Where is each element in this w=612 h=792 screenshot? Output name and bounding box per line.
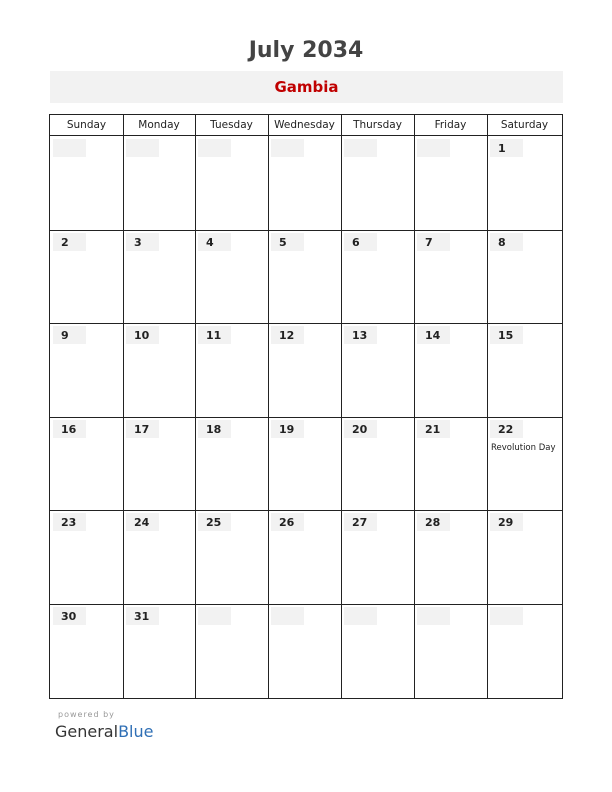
weekday-header: Monday — [138, 119, 180, 131]
country-banner — [50, 71, 563, 103]
day-number-box — [271, 607, 304, 625]
day-number-box — [417, 233, 450, 251]
day-number-box — [126, 139, 159, 157]
day-cell[interactable] — [414, 323, 487, 417]
day-cell[interactable] — [414, 510, 487, 604]
powered-by-label: powered by — [58, 710, 115, 719]
day-number: 16 — [61, 422, 77, 436]
day-cell[interactable] — [341, 417, 414, 511]
day-cell[interactable] — [195, 323, 268, 417]
day-cell[interactable] — [50, 230, 123, 324]
day-number: 15 — [498, 329, 514, 342]
day-number: 27 — [352, 516, 368, 529]
day-number-box — [53, 139, 86, 157]
day-number: 31 — [134, 609, 150, 623]
day-cell[interactable] — [341, 323, 414, 417]
day-cell[interactable] — [268, 417, 341, 511]
day-number: 18 — [206, 422, 222, 436]
empty-day-cell[interactable] — [414, 136, 487, 230]
day-number-box — [53, 233, 86, 251]
day-cell[interactable] — [123, 230, 195, 324]
empty-day-cell[interactable] — [268, 604, 341, 698]
day-number: 19 — [279, 422, 295, 436]
weekday-header: Thursday — [353, 119, 402, 131]
day-cell[interactable] — [268, 510, 341, 604]
day-cell[interactable] — [414, 417, 487, 511]
day-cell[interactable] — [268, 230, 341, 324]
day-number-box — [344, 607, 377, 625]
weekday-header: Friday — [434, 119, 467, 131]
day-cell[interactable] — [50, 510, 123, 604]
day-cell[interactable] — [341, 510, 414, 604]
day-number: 20 — [352, 422, 368, 436]
day-number-box — [198, 607, 231, 625]
day-number: 21 — [425, 422, 441, 436]
day-number-box — [198, 233, 231, 251]
day-number: 7 — [425, 235, 433, 249]
weekday-header: Wednesday — [274, 119, 335, 131]
calendar-grid — [49, 114, 563, 699]
empty-day-cell[interactable] — [195, 604, 268, 698]
day-number: 26 — [279, 516, 295, 529]
day-cell[interactable] — [123, 604, 195, 698]
empty-day-cell[interactable] — [123, 136, 195, 230]
day-cell[interactable] — [195, 417, 268, 511]
day-cell[interactable] — [487, 417, 562, 511]
day-number: 14 — [425, 329, 441, 342]
day-cell[interactable] — [487, 230, 562, 324]
day-number: 8 — [498, 235, 506, 249]
empty-day-cell[interactable] — [195, 136, 268, 230]
day-number: 17 — [134, 422, 150, 436]
day-number: 24 — [134, 516, 150, 529]
day-cell[interactable] — [50, 323, 123, 417]
day-number-box — [417, 607, 450, 625]
empty-day-cell[interactable] — [268, 136, 341, 230]
day-number: 30 — [61, 609, 77, 623]
day-cell[interactable] — [123, 323, 195, 417]
day-number: 23 — [61, 516, 77, 529]
weekday-header-row — [50, 115, 562, 136]
weekday-header: Tuesday — [210, 119, 253, 131]
brand-general: General — [55, 722, 119, 741]
day-number: 4 — [206, 235, 214, 249]
day-number: 11 — [206, 329, 222, 342]
day-cell[interactable] — [341, 230, 414, 324]
day-number: 2 — [61, 235, 69, 249]
day-cell[interactable] — [195, 230, 268, 324]
day-number: 9 — [61, 329, 69, 342]
day-number-box — [53, 326, 86, 344]
brand-blue: Blue — [118, 722, 154, 741]
empty-day-cell[interactable] — [341, 604, 414, 698]
day-cell[interactable] — [123, 510, 195, 604]
day-cell[interactable] — [50, 604, 123, 698]
day-cell[interactable] — [50, 417, 123, 511]
weekday-header: Saturday — [500, 119, 549, 131]
day-cell[interactable] — [195, 510, 268, 604]
day-number: 13 — [352, 329, 368, 342]
empty-day-cell[interactable] — [487, 604, 562, 698]
day-number: 25 — [206, 516, 222, 529]
day-number-box — [490, 233, 523, 251]
day-number-box — [490, 139, 523, 157]
weekday-header: Sunday — [66, 119, 107, 131]
day-number-box — [271, 233, 304, 251]
day-number: 3 — [134, 235, 142, 249]
holiday-label: Revolution Day — [491, 442, 556, 453]
day-cell[interactable] — [123, 417, 195, 511]
day-number: 5 — [279, 235, 287, 249]
empty-day-cell[interactable] — [341, 136, 414, 230]
day-number-box — [490, 607, 523, 625]
day-number-box — [126, 233, 159, 251]
day-number: 22 — [498, 422, 514, 436]
day-cell[interactable] — [268, 323, 341, 417]
day-number: 28 — [425, 516, 441, 529]
day-number: 6 — [352, 235, 360, 249]
empty-day-cell[interactable] — [50, 136, 123, 230]
day-number-box — [344, 233, 377, 251]
calendar-title: July 2034 — [248, 38, 364, 63]
day-number-box — [344, 139, 377, 157]
day-number: 1 — [498, 142, 506, 155]
day-cell[interactable] — [487, 136, 562, 230]
day-cell[interactable] — [487, 323, 562, 417]
day-number: 29 — [498, 516, 514, 529]
day-number-box — [271, 139, 304, 157]
generalblue-logo[interactable] — [55, 722, 153, 741]
day-cell[interactable] — [414, 230, 487, 324]
day-cell[interactable] — [487, 510, 562, 604]
country-name: Gambia — [274, 78, 339, 96]
day-number: 12 — [279, 329, 295, 342]
day-number: 10 — [134, 329, 150, 342]
day-number-box — [417, 139, 450, 157]
empty-day-cell[interactable] — [414, 604, 487, 698]
day-number-box — [198, 139, 231, 157]
